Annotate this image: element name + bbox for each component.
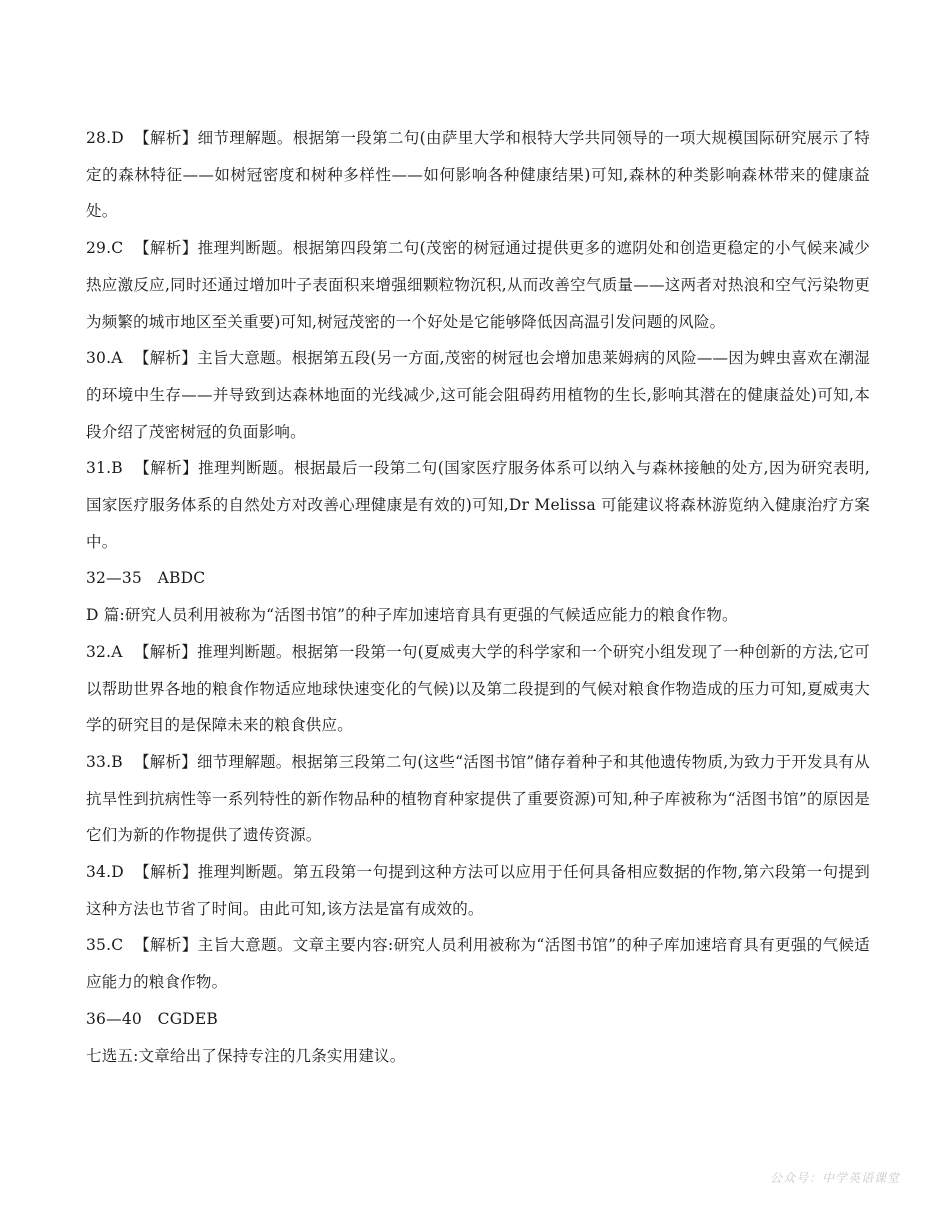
question-number: 35.C bbox=[86, 936, 124, 955]
watermark: 公众号：中学英语课堂 bbox=[769, 1171, 900, 1185]
question-number: 32.A bbox=[86, 642, 123, 661]
explanation-29 bbox=[86, 230, 870, 340]
explanation-text: 推理判断题。根据最后一段第二句(国家医疗服务体系可以纳入与森林接触的处方,因为研究表明,国家医疗服务体系的自然处方对改善心理健康是有效的)可知,Dr Melissa 可能建议将森林游览纳入健康治疗方案中。 bbox=[86, 459, 870, 551]
explanation-text: 推理判断题。根据第一段第一句(夏威夷大学的科学家和一个研究小组发现了一种创新的方法,它可以帮助世界各地的粮食作物适应地球快速变化的气候)以及第二段提到的气候对粮食作物造成的压力可知,夏威夷大学的研究目的是保障未来的粮食供应。 bbox=[86, 642, 870, 735]
explanation-28 bbox=[86, 120, 870, 230]
explanation-text: 推理判断题。第五段第一句提到这种方法可以应用于任何具备相应数据的作物,第六段第一句提到这种方法也节省了时间。由此可知,该方法是富有成效的。 bbox=[86, 863, 870, 918]
seven-choose-five-summary: 七选五:文章给出了保持专注的几条实用建议。 bbox=[86, 1046, 406, 1065]
question-number: 31.B bbox=[86, 459, 123, 478]
analysis-tag: 【解析】 bbox=[134, 936, 198, 955]
question-number: 30.A bbox=[86, 349, 123, 368]
question-number: 29.C bbox=[86, 239, 124, 258]
explanation-31 bbox=[86, 450, 870, 560]
analysis-tag: 【解析】 bbox=[134, 129, 198, 147]
analysis-tag: 【解析】 bbox=[134, 239, 198, 258]
explanation-30 bbox=[86, 340, 870, 450]
explanation-32 bbox=[86, 634, 870, 744]
answer-explanations bbox=[86, 120, 870, 1074]
analysis-tag: 【解析】 bbox=[134, 863, 198, 882]
explanation-34 bbox=[86, 854, 870, 927]
passage-d-summary: D 篇:研究人员利用被称为“活图书馆”的种子库加速培育具有更强的气候适应能力的粮食作物。 bbox=[86, 606, 738, 625]
explanation-33 bbox=[86, 744, 870, 854]
answer-key-32-35: 32—35 ABDC bbox=[86, 569, 206, 588]
analysis-tag: 【解析】 bbox=[134, 642, 198, 661]
question-number: 33.B bbox=[86, 752, 123, 771]
analysis-tag: 【解析】 bbox=[134, 349, 198, 368]
question-number: 34.D bbox=[86, 863, 124, 882]
analysis-tag: 【解析】 bbox=[134, 752, 197, 771]
explanation-text: 细节理解题。根据第一段第二句(由萨里大学和根特大学共同领导的一项大规模国际研究展示了特定的森林特征——如树冠密度和树种多样性——如何影响各种健康结果)可知,森林的种类影响森林带来的健康益处。 bbox=[86, 129, 870, 221]
explanation-text: 推理判断题。根据第四段第二句(茂密的树冠通过提供更多的遮阴处和创造更稳定的小气候来减少热应激反应,同时还通过增加叶子表面积来增强细颗粒物沉积,从而改善空气质量——这两者对热浪和空气污染物更为频繁的城市地区至关重要)可知,树冠茂密的一个好处是它能够降低因高温引发问题的风险。 bbox=[86, 239, 870, 331]
explanation-35 bbox=[86, 927, 870, 1000]
question-number: 28.D bbox=[86, 129, 124, 147]
explanation-text: 主旨大意题。文章主要内容:研究人员利用被称为“活图书馆”的种子库加速培育具有更强的气候适应能力的粮食作物。 bbox=[86, 936, 870, 992]
explanation-text: 细节理解题。根据第三段第二句(这些“活图书馆”储存着种子和其他遗传物质,为致力于开发具有从抗旱性到抗病性等一系列特性的新作物品种的植物育种家提供了重要资源)可知,种子库被称为“活图书馆”的原因是它们为新的作物提供了遗传资源。 bbox=[86, 752, 870, 845]
analysis-tag: 【解析】 bbox=[134, 459, 199, 478]
answer-key-36-40: 36—40 CGDEB bbox=[86, 1009, 219, 1028]
explanation-text: 主旨大意题。根据第五段(另一方面,茂密的树冠也会增加患莱姆病的风险——因为蜱虫喜欢在潮湿的环境中生存——并导致到达森林地面的光线减少,这可能会阻碍药用植物的生长,影响其潜在的健康益处)可知,本段介绍了茂密树冠的负面影响。 bbox=[86, 349, 870, 441]
